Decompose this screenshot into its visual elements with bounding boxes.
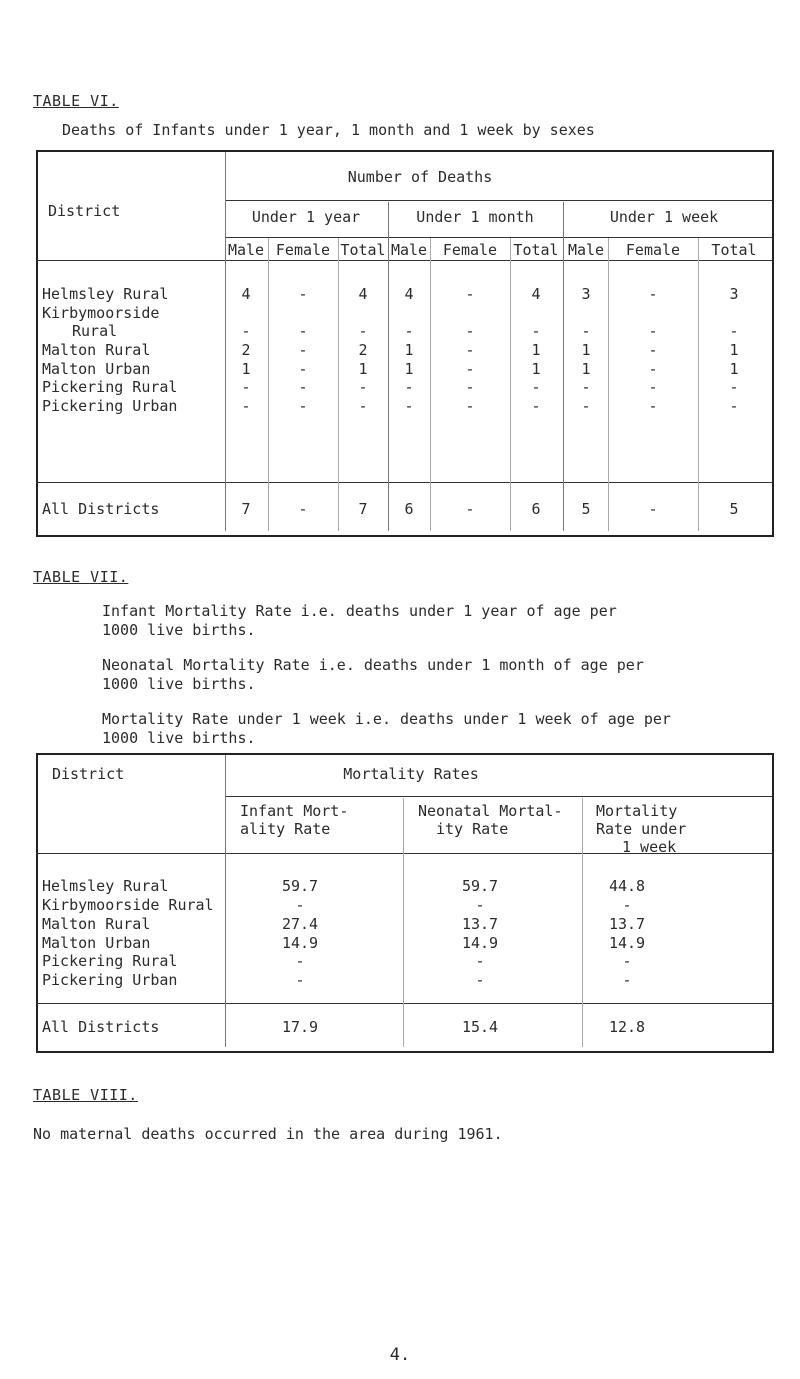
table7-cell: 44.8 bbox=[608, 877, 646, 895]
table6-cell: 1 bbox=[531, 341, 541, 359]
table6-cell: - bbox=[358, 322, 368, 340]
table6-cell: - bbox=[648, 378, 658, 396]
table6-cell: - bbox=[465, 360, 475, 378]
table6-cell: 1 bbox=[531, 360, 541, 378]
table6-subheader: Female bbox=[442, 241, 498, 259]
table6-cell: 4 bbox=[531, 285, 541, 303]
table6-cell: - bbox=[241, 378, 251, 396]
table6-subheader: Male bbox=[390, 241, 428, 259]
table6-cell: 1 bbox=[404, 341, 414, 359]
table6-cell: - bbox=[241, 397, 251, 415]
table7-cell: 14.9 bbox=[461, 934, 499, 952]
table7-definition: Neonatal Mortality Rate i.e. deaths under 1 month of age per bbox=[102, 656, 644, 674]
table6-col-divider bbox=[698, 238, 699, 531]
table6-total-cell: 6 bbox=[531, 500, 541, 518]
table7-cell: - bbox=[475, 952, 485, 970]
table6-row-name: Pickering Rural bbox=[42, 378, 178, 396]
table7-row-name: Malton Rural bbox=[42, 915, 151, 933]
table7-row-name: Helmsley Rural bbox=[42, 877, 169, 895]
table6-cell: - bbox=[581, 322, 591, 340]
table6-subheader: Total bbox=[513, 241, 559, 259]
table6-group-header: Under 1 year bbox=[251, 208, 361, 226]
table7-cell: 13.7 bbox=[461, 915, 499, 933]
table7-total-name: All Districts bbox=[42, 1018, 160, 1036]
table6-cell: - bbox=[729, 397, 739, 415]
table6-cell: - bbox=[404, 397, 414, 415]
table7-cell: - bbox=[622, 952, 632, 970]
table7-cell: 14.9 bbox=[608, 934, 646, 952]
table6-cell: - bbox=[581, 378, 591, 396]
table6-group-header: Under 1 month bbox=[416, 208, 534, 226]
table8-heading: TABLE VIII. bbox=[33, 1086, 138, 1104]
table7-cell: 27.4 bbox=[281, 915, 319, 933]
table6-cell: - bbox=[531, 378, 541, 396]
table6-cell: 1 bbox=[358, 360, 368, 378]
table6-group-header: Under 1 week bbox=[609, 208, 719, 226]
table6-row-name: Helmsley Rural bbox=[42, 285, 169, 303]
table7-cell: - bbox=[295, 971, 305, 989]
table6-total-cell: - bbox=[648, 500, 658, 518]
table6-cell: 1 bbox=[729, 360, 739, 378]
table6-cell: 4 bbox=[358, 285, 368, 303]
table7-cell: 14.9 bbox=[281, 934, 319, 952]
table7-row-name: Kirbymoorside Rural bbox=[42, 896, 214, 914]
table6-cell: - bbox=[465, 322, 475, 340]
table6-heading: TABLE VI. bbox=[33, 92, 119, 110]
table6-subheader: Male bbox=[567, 241, 605, 259]
table7-col3-header: 1 week bbox=[622, 838, 677, 856]
table7-top-header: Mortality Rates bbox=[343, 765, 479, 783]
table6-cell: 1 bbox=[241, 360, 251, 378]
table6-cell: - bbox=[648, 341, 658, 359]
table7-definition: 1000 live births. bbox=[102, 729, 256, 747]
table6-total-cell: 7 bbox=[358, 500, 368, 518]
table7-row-name: Pickering Urban bbox=[42, 971, 178, 989]
table6-col-divider bbox=[608, 238, 609, 531]
table6-cell: - bbox=[648, 360, 658, 378]
table6-total-cell: 6 bbox=[404, 500, 414, 518]
table6-cell: 1 bbox=[581, 360, 591, 378]
table6-row-name: Rural bbox=[72, 322, 118, 340]
table6-cell: 1 bbox=[404, 360, 414, 378]
table7-total-cell: 12.8 bbox=[608, 1018, 646, 1036]
table6-col-divider bbox=[510, 238, 511, 531]
table6-cell: - bbox=[648, 397, 658, 415]
table6-subheader: Female bbox=[625, 241, 681, 259]
table7-total-cell: 17.9 bbox=[281, 1018, 319, 1036]
table6-cell: - bbox=[358, 378, 368, 396]
table8-text: No maternal deaths occurred in the area during 1961. bbox=[33, 1125, 503, 1143]
table6-top-header: Number of Deaths bbox=[347, 168, 493, 186]
table7-cell: 59.7 bbox=[461, 877, 499, 895]
table7-total-rule bbox=[36, 1003, 772, 1004]
table7-definition: Mortality Rate under 1 week i.e. deaths under 1 week of age per bbox=[102, 710, 671, 728]
table6-cell: - bbox=[648, 322, 658, 340]
table6-subheader: Male bbox=[227, 241, 265, 259]
table6-cell: 3 bbox=[581, 285, 591, 303]
table6-cell: - bbox=[404, 322, 414, 340]
table6-cell: - bbox=[298, 341, 308, 359]
table6-cell: - bbox=[531, 397, 541, 415]
table6-cell: - bbox=[465, 378, 475, 396]
table6-total-cell: - bbox=[465, 500, 475, 518]
table6-cell: - bbox=[298, 397, 308, 415]
table7-cell: 13.7 bbox=[608, 915, 646, 933]
table6-cell: - bbox=[404, 378, 414, 396]
table6-cell: - bbox=[298, 360, 308, 378]
table7-col-divider bbox=[403, 798, 404, 1047]
table6-cell: - bbox=[581, 397, 591, 415]
table6-total-cell: 5 bbox=[729, 500, 739, 518]
table7-row-name: Pickering Rural bbox=[42, 952, 178, 970]
table6-total-name: All Districts bbox=[42, 500, 160, 518]
table7-col2-header: ity Rate bbox=[436, 820, 509, 838]
table6-total-cell: 7 bbox=[241, 500, 251, 518]
table6-cell: 2 bbox=[241, 341, 251, 359]
table7-cell: 59.7 bbox=[281, 877, 319, 895]
table6-district-header: District bbox=[48, 202, 121, 220]
table6-cell: - bbox=[465, 285, 475, 303]
table6-row-name: Malton Rural bbox=[42, 341, 151, 359]
table6-cell: - bbox=[465, 341, 475, 359]
table6-col-divider bbox=[268, 238, 269, 531]
table6-total-rule bbox=[36, 482, 772, 483]
table6-row-name: Malton Urban bbox=[42, 360, 151, 378]
table6-cell: 1 bbox=[729, 341, 739, 359]
table7-definition: 1000 live births. bbox=[102, 621, 256, 639]
table6-cell: - bbox=[465, 397, 475, 415]
table6-subheader: Total bbox=[711, 241, 757, 259]
table7-col3-header: Mortality bbox=[596, 802, 678, 820]
table7-total-cell: 15.4 bbox=[461, 1018, 499, 1036]
table6-header-rule-3 bbox=[36, 260, 772, 261]
table7-col-divider bbox=[582, 798, 583, 1047]
table6-col-divider bbox=[430, 238, 431, 531]
table7-col1-header: ality Rate bbox=[240, 820, 331, 838]
table6-cell: - bbox=[729, 322, 739, 340]
table7-col3-header: Rate under bbox=[596, 820, 687, 838]
table7-cell: - bbox=[622, 896, 632, 914]
table7-cell: - bbox=[622, 971, 632, 989]
page-number: 4. bbox=[389, 1345, 411, 1365]
table6-row-name: Pickering Urban bbox=[42, 397, 178, 415]
table6-cell: - bbox=[298, 322, 308, 340]
table7-cell: - bbox=[295, 952, 305, 970]
table6-cell: 4 bbox=[241, 285, 251, 303]
table6-cell: - bbox=[298, 285, 308, 303]
table6-header-rule-2 bbox=[225, 237, 772, 238]
table6-cell: - bbox=[648, 285, 658, 303]
table7-col2-header: Neonatal Mortal- bbox=[418, 802, 563, 820]
table7-cell: - bbox=[295, 896, 305, 914]
table6-subheader: Total bbox=[340, 241, 386, 259]
table6-cell: 1 bbox=[581, 341, 591, 359]
table6-cell: - bbox=[298, 378, 308, 396]
table6-caption: Deaths of Infants under 1 year, 1 month and 1 week by sexes bbox=[62, 121, 595, 139]
table6-total-cell: 5 bbox=[581, 500, 591, 518]
table6-cell: 4 bbox=[404, 285, 414, 303]
table7-cell: - bbox=[475, 971, 485, 989]
table6-cell: - bbox=[729, 378, 739, 396]
table7-cell: - bbox=[475, 896, 485, 914]
table7-heading: TABLE VII. bbox=[33, 568, 129, 586]
table6-cell: - bbox=[241, 322, 251, 340]
table6-header-rule-1 bbox=[225, 200, 772, 201]
table6-cell: - bbox=[531, 322, 541, 340]
table6-total-cell: - bbox=[298, 500, 308, 518]
table6-row-name: Kirbymoorside bbox=[42, 304, 160, 322]
table6-cell: 3 bbox=[729, 285, 739, 303]
table7-header-rule-1 bbox=[225, 796, 772, 797]
table6-cell: 2 bbox=[358, 341, 368, 359]
table7-district-header: District bbox=[52, 765, 125, 783]
table7-definition: 1000 live births. bbox=[102, 675, 256, 693]
table6-subheader: Female bbox=[275, 241, 331, 259]
table7-col-divider bbox=[225, 755, 226, 1047]
table6-cell: - bbox=[358, 397, 368, 415]
table7-row-name: Malton Urban bbox=[42, 934, 151, 952]
table7-definition: Infant Mortality Rate i.e. deaths under 1 year of age per bbox=[102, 602, 617, 620]
table6-col-divider bbox=[338, 238, 339, 531]
table7-col1-header: Infant Mort- bbox=[240, 802, 349, 820]
